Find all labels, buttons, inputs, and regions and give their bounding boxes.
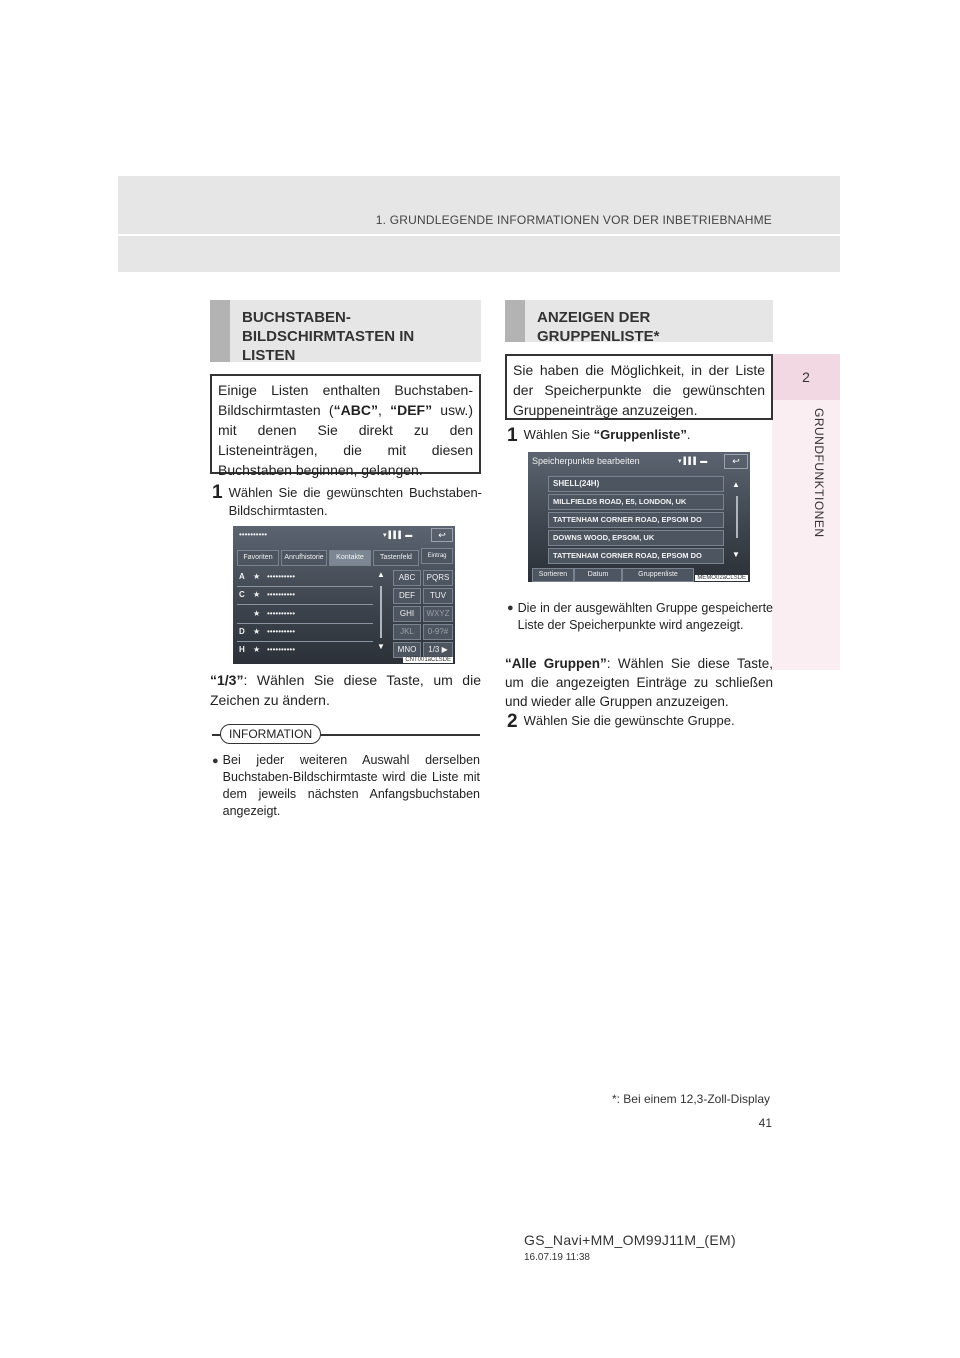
heading-line: BILDSCHIRMTASTEN IN bbox=[242, 328, 415, 345]
page-number: 41 bbox=[758, 1116, 772, 1130]
contact-name: •••••••••• bbox=[267, 627, 296, 636]
heading-line: ANZEIGEN DER bbox=[537, 309, 651, 326]
header-divider bbox=[118, 234, 840, 236]
scrollbar bbox=[380, 586, 382, 638]
screen-title: Speicherpunkte bearbeiten bbox=[532, 456, 640, 466]
key-digits-button: 0-9?# bbox=[423, 624, 453, 640]
memory-row: TATTENHAM CORNER ROAD, EPSOM DO bbox=[548, 512, 724, 528]
section-heading-buchstaben bbox=[210, 300, 481, 362]
tab-kontakte: Kontakte bbox=[329, 550, 371, 566]
intro-box-left: Einige Listen enthalten Buchstaben-Bildschirmtasten (“ABC”, “DEF” usw.) mit denen Sie direkt zu den Listeneinträgen, die mit diesen Buchstaben beginnen, gelangen. bbox=[210, 374, 481, 474]
step-number: 1 bbox=[507, 425, 518, 446]
row-letter: A bbox=[239, 572, 245, 581]
tab-favoriten: Favoriten bbox=[237, 550, 279, 566]
bullet-icon: ● bbox=[212, 755, 219, 767]
scroll-down-icon: ▼ bbox=[377, 642, 385, 651]
signal-icon: ▾ ▌▌▌ ▬ bbox=[678, 458, 708, 465]
contact-name: •••••••••• bbox=[267, 645, 296, 654]
key-def: “DEF” bbox=[390, 402, 433, 418]
bullet-result: ● Die in der ausgewählten Gruppe gespeicherte Liste der Speicherpunkte wird angezeigt. bbox=[507, 601, 773, 632]
row-divider bbox=[237, 586, 373, 587]
sortieren-button: Sortieren bbox=[532, 568, 574, 582]
note-1-3: “1/3”: Wählen Sie diese Taste, um die Zeichen zu ändern. bbox=[210, 672, 481, 708]
key-jkl-button: JKL bbox=[393, 624, 421, 640]
step-number: 1 bbox=[212, 482, 223, 503]
step-1-right: 1 Wählen Sie “Gruppenliste”. bbox=[507, 425, 691, 446]
row-letter: H bbox=[239, 645, 245, 654]
tab-anrufhistorie: Anrufhistorie bbox=[281, 550, 327, 566]
footnote: *: Bei einem 12,3-Zoll-Display bbox=[611, 1092, 770, 1106]
heading-line: GRUPPENLISTE* bbox=[537, 328, 660, 345]
footer-date: 16.07.19 11:38 bbox=[524, 1252, 590, 1263]
key-gruppenliste: “Gruppenliste” bbox=[593, 427, 687, 442]
entry-button: Eintrag bbox=[421, 548, 453, 564]
datum-button: Datum bbox=[574, 568, 622, 582]
gruppenliste-button: Gruppenliste bbox=[622, 568, 694, 582]
memory-row: SHELL(24H) bbox=[548, 476, 724, 492]
image-caption: MEMO02aCLSDE bbox=[697, 575, 746, 581]
row-divider bbox=[237, 623, 373, 624]
heading-line: BUCHSTABEN- bbox=[242, 309, 351, 326]
key-ghi-button: GHI bbox=[393, 606, 421, 622]
star-icon: ★ bbox=[253, 590, 261, 599]
heading-bar bbox=[210, 300, 230, 362]
bullet-icon: ● bbox=[507, 602, 514, 614]
contact-name: •••••••••• bbox=[267, 609, 296, 618]
row-divider bbox=[237, 604, 373, 605]
key-abc: “ABC” bbox=[333, 402, 378, 418]
row-letter: C bbox=[239, 590, 245, 599]
back-icon: ↩ bbox=[724, 454, 748, 469]
chapter-number: 2 bbox=[802, 369, 810, 385]
step-2-right: 2 Wählen Sie die gewünschte Gruppe. bbox=[507, 711, 735, 732]
memory-row: DOWNS WOOD, EPSOM, UK bbox=[548, 530, 724, 546]
memory-row: TATTENHAM CORNER ROAD, EPSOM DO bbox=[548, 548, 724, 564]
star-icon: ★ bbox=[253, 609, 261, 618]
tab-tastenfeld: Tastenfeld bbox=[373, 550, 419, 566]
key-mno-button: MNO bbox=[393, 642, 421, 658]
screen-title: •••••••••• bbox=[239, 530, 268, 539]
step-1-left bbox=[212, 484, 482, 520]
row-divider bbox=[237, 641, 373, 642]
memory-row: MILLFIELDS ROAD, E5, LONDON, UK bbox=[548, 494, 724, 510]
contact-name: •••••••••• bbox=[267, 590, 296, 599]
key-def-button: DEF bbox=[393, 588, 421, 604]
chapter-label: GRUNDFUNKTIONEN bbox=[812, 408, 826, 538]
star-icon: ★ bbox=[253, 645, 261, 654]
row-letter: D bbox=[239, 627, 245, 636]
key-pqrs-button: PQRS bbox=[423, 570, 453, 586]
key-1-3: “1/3” bbox=[210, 672, 244, 688]
note-alle-gruppen: “Alle Gruppen”: Wählen Sie diese Taste, um die angezeigten Einträge zu schließen und wieder alle Gruppen anzuzeigen. bbox=[505, 656, 773, 709]
info-label: INFORMATION bbox=[220, 724, 321, 744]
heading-bar bbox=[505, 300, 525, 342]
key-wxyz-button: WXYZ bbox=[423, 606, 453, 622]
key-abc-button: ABC bbox=[393, 570, 421, 586]
key-tuv-button: TUV bbox=[423, 588, 453, 604]
memory-points-screen-image bbox=[528, 452, 750, 582]
signal-icon: ▾ ▌▌▌ ▬ bbox=[383, 532, 413, 539]
step-text: Wählen Sie die gewünschten Buchstaben-Bildschirmtasten. bbox=[228, 485, 482, 518]
heading-line: LISTEN bbox=[242, 347, 296, 364]
star-icon: ★ bbox=[253, 627, 261, 636]
scroll-down-icon: ▼ bbox=[732, 550, 740, 559]
image-caption: CNT001aCLSDE bbox=[405, 657, 451, 663]
info-item: ● Bei jeder weiteren Auswahl derselben Buchstaben-Bildschirmtaste wird die Liste mit dem jeweils nächsten Anfangsbuchstaben angezeigt. bbox=[212, 753, 480, 818]
scroll-up-icon: ▲ bbox=[377, 570, 385, 579]
section-heading-gruppenliste bbox=[505, 300, 773, 345]
key-page-button: 1/3 ▶ bbox=[423, 642, 453, 658]
scrollbar bbox=[736, 496, 738, 538]
intro-box-right: Sie haben die Möglichkeit, in der Liste der Speicherpunkte die gewünschten Gruppeneinträge anzuzeigen. bbox=[505, 354, 773, 420]
star-icon: ★ bbox=[253, 572, 261, 581]
footer-doc-id: GS_Navi+MM_OM99J11M_(EM) bbox=[524, 1232, 736, 1248]
scroll-up-icon: ▲ bbox=[732, 480, 740, 489]
contacts-screen-image bbox=[233, 526, 455, 664]
step-number: 2 bbox=[507, 711, 518, 732]
back-icon: ↩ bbox=[431, 528, 453, 542]
chapter-header-title: 1. GRUNDLEGENDE INFORMATIONEN VOR DER INBETRIEBNAHME bbox=[375, 213, 772, 227]
contact-name: •••••••••• bbox=[267, 572, 296, 581]
key-alle-gruppen: “Alle Gruppen” bbox=[505, 656, 607, 671]
